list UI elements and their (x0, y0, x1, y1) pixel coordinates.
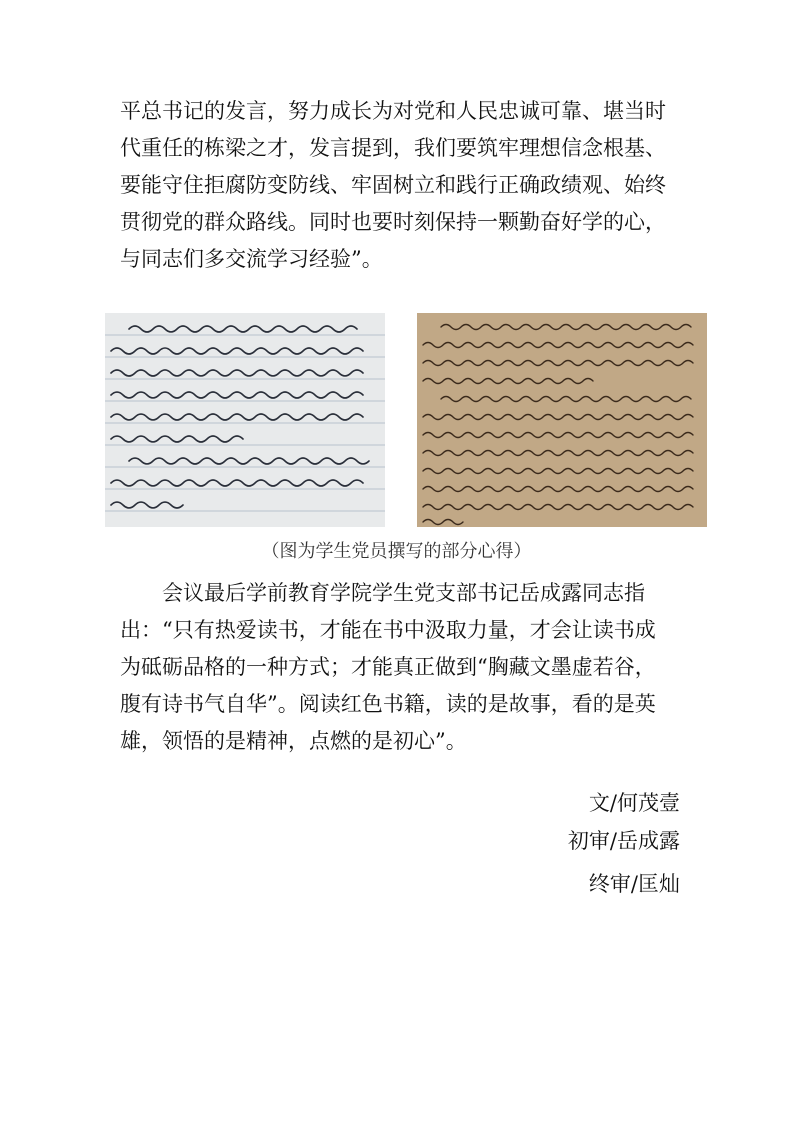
first-review-credit: 初审/岳成露 (567, 829, 680, 853)
handwritten-notes-photo-right (417, 313, 707, 527)
notebook-page-graphic (105, 313, 385, 527)
handwritten-notes-photo-left (105, 313, 385, 527)
paper-page-graphic (417, 313, 707, 527)
body-paragraph-1 (120, 93, 680, 278)
paragraph-line: 雄，领悟的是精神，点燃的是初心”。 (120, 729, 467, 753)
paragraph-line: 要能守住拒腐防变防线、牢固树立和践行正确政绩观、始终 (120, 173, 666, 197)
paragraph-line: 腹有诗书气自华”。阅读红色书籍，读的是故事，看的是英 (120, 692, 656, 716)
final-review-credit: 终审/匡灿 (588, 872, 680, 896)
paragraph-line: 会议最后学前教育学院学生党支部书记岳成露同志指 (162, 581, 645, 605)
body-paragraph-2 (120, 575, 680, 760)
image-caption: （图为学生党员撰写的部分心得） (261, 541, 532, 562)
paragraph-line: 与同志们多交流学习经验”。 (120, 247, 383, 271)
paragraph-line: 贯彻党的群众路线。同时也要时刻保持一颗勤奋好学的心， (120, 210, 666, 234)
paragraph-line: 出：“只有热爱读书，才能在书中汲取力量，才会让读书成 (120, 618, 656, 642)
paragraph-line: 平总书记的发言，努力成长为对党和人民忠诚可靠、堪当时 (120, 99, 666, 123)
author-credit: 文/何茂壹 (588, 791, 680, 815)
paragraph-line: 为砥砺品格的一种方式；才能真正做到“胸藏文墨虚若谷， (120, 655, 656, 679)
paragraph-line: 代重任的栋梁之才，发言提到，我们要筑牢理想信念根基、 (120, 136, 666, 160)
